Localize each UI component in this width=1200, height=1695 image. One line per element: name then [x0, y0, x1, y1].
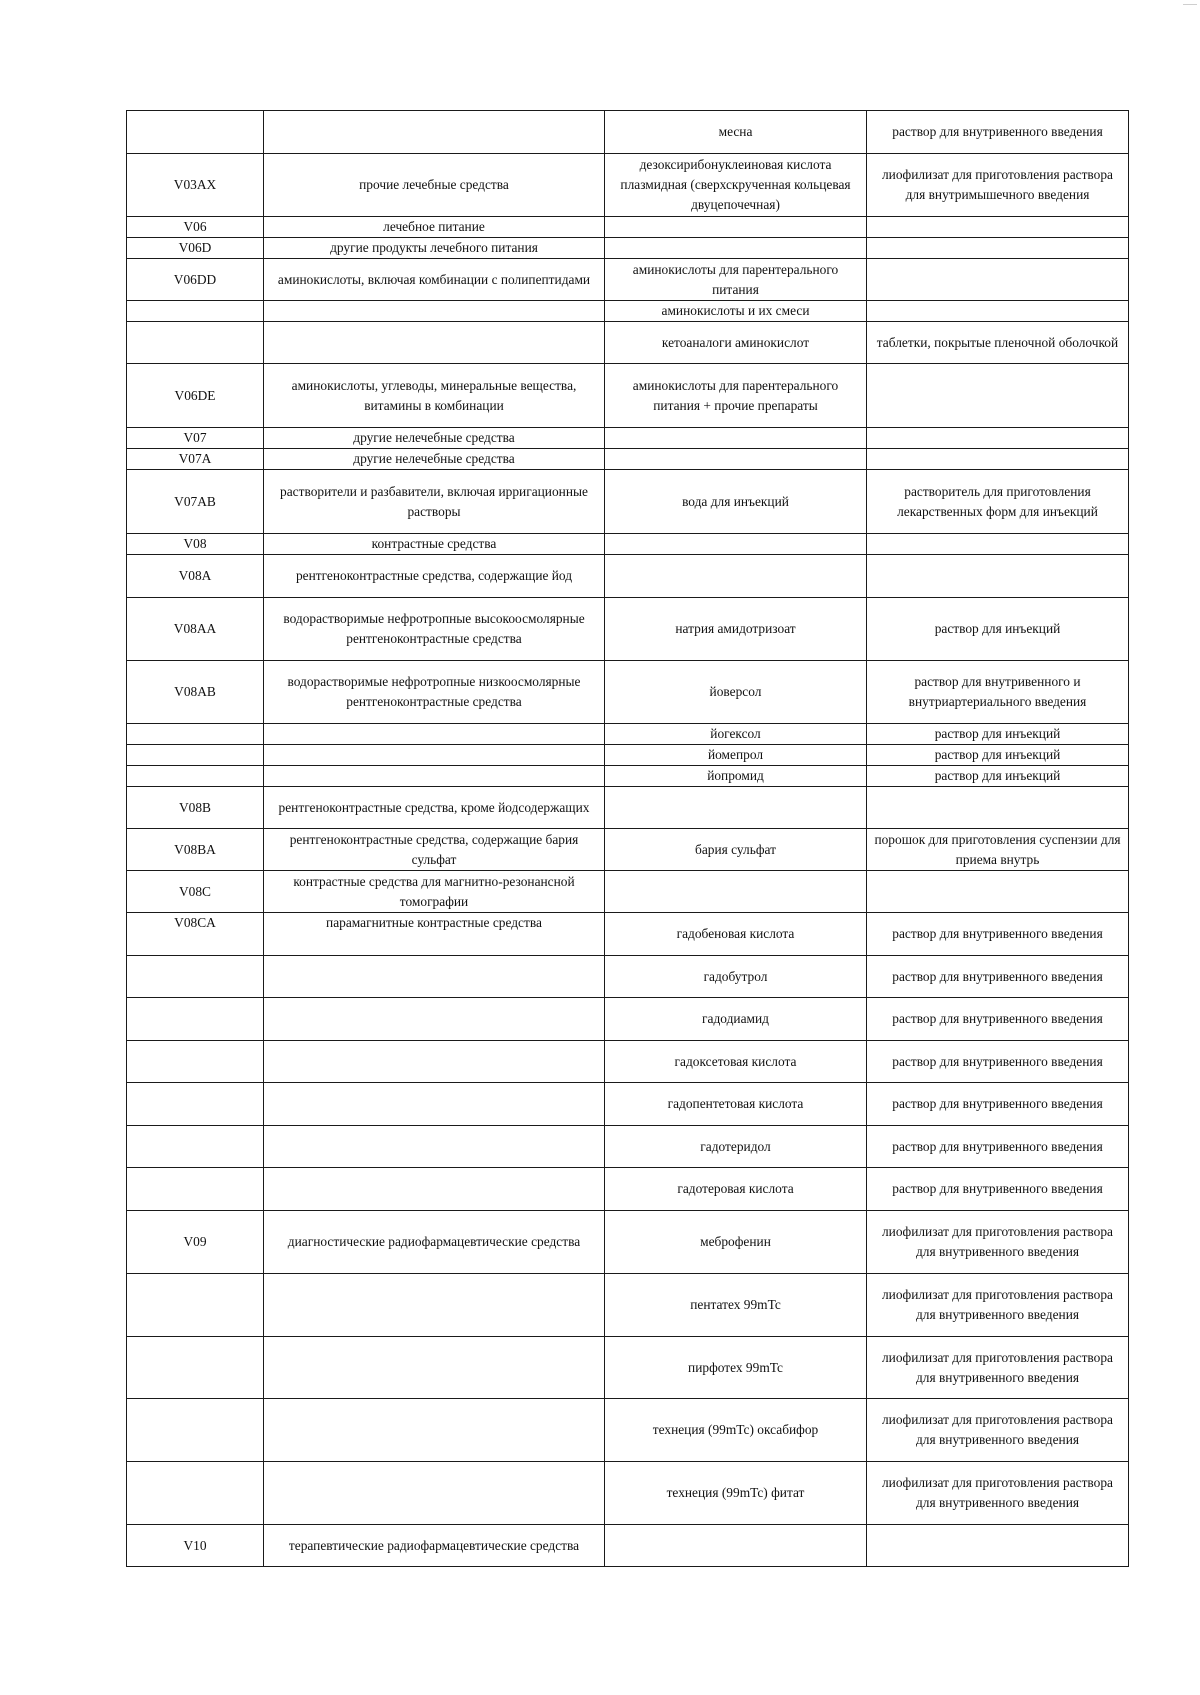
table-row — [127, 998, 1129, 1041]
drug-name-cell: аминокислоты и их смеси — [605, 301, 867, 322]
pharmacological-group-cell — [264, 1126, 605, 1168]
medication-table-body — [127, 111, 1129, 1567]
dosage-form-cell — [867, 555, 1129, 598]
medication-table — [126, 110, 1129, 1567]
table-row — [127, 1083, 1129, 1126]
atc-code-cell: V07 — [127, 428, 264, 449]
atc-code-cell — [127, 1041, 264, 1083]
table-row — [127, 871, 1129, 913]
atc-code-cell — [127, 1337, 264, 1399]
dosage-form-cell: раствор для внутривенного введения — [867, 1041, 1129, 1083]
table-row — [127, 1274, 1129, 1337]
drug-name-cell — [605, 449, 867, 470]
dosage-form-cell: лиофилизат для приготовления раствора для внутривенного введения — [867, 1211, 1129, 1274]
pharmacological-group-cell: контрастные средства — [264, 534, 605, 555]
atc-code-cell — [127, 301, 264, 322]
table-row — [127, 217, 1129, 238]
dosage-form-cell: лиофилизат для приготовления раствора для внутривенного введения — [867, 1399, 1129, 1462]
atc-code-cell — [127, 1274, 264, 1337]
drug-name-cell: йоверсол — [605, 661, 867, 724]
pharmacological-group-cell — [264, 1399, 605, 1462]
dosage-form-cell: раствор для внутривенного введения — [867, 998, 1129, 1041]
table-row — [127, 1168, 1129, 1211]
atc-code-cell: V09 — [127, 1211, 264, 1274]
dosage-form-cell — [867, 301, 1129, 322]
drug-name-cell: бария сульфат — [605, 829, 867, 871]
table-row — [127, 745, 1129, 766]
drug-name-cell: вода для инъекций — [605, 470, 867, 534]
atc-code-cell — [127, 1083, 264, 1126]
pharmacological-group-cell — [264, 724, 605, 745]
table-row — [127, 956, 1129, 998]
dosage-form-cell — [867, 534, 1129, 555]
table-row — [127, 913, 1129, 956]
atc-code-cell: V08C — [127, 871, 264, 913]
dosage-form-cell: раствор для инъекций — [867, 598, 1129, 661]
table-row — [127, 598, 1129, 661]
pharmacological-group-cell — [264, 301, 605, 322]
table-row — [127, 238, 1129, 259]
atc-code-cell — [127, 1399, 264, 1462]
drug-name-cell: технеция (99mTc) оксабифор — [605, 1399, 867, 1462]
atc-code-cell: V08B — [127, 787, 264, 829]
table-row — [127, 829, 1129, 871]
dosage-form-cell: порошок для приготовления суспензии для приема внутрь — [867, 829, 1129, 871]
dosage-form-cell: раствор для внутривенного введения — [867, 1168, 1129, 1211]
table-row — [127, 301, 1129, 322]
dosage-form-cell: раствор для внутривенного введения — [867, 956, 1129, 998]
table-row — [127, 1399, 1129, 1462]
dosage-form-cell: растворитель для приготовления лекарственных форм для инъекций — [867, 470, 1129, 534]
dosage-form-cell — [867, 787, 1129, 829]
drug-name-cell: кетоаналоги аминокислот — [605, 322, 867, 364]
dosage-form-cell — [867, 364, 1129, 428]
atc-code-cell — [127, 1126, 264, 1168]
atc-code-cell: V08AA — [127, 598, 264, 661]
atc-code-cell: V08AB — [127, 661, 264, 724]
table-row — [127, 787, 1129, 829]
table-row — [127, 724, 1129, 745]
atc-code-cell — [127, 724, 264, 745]
drug-name-cell: меброфенин — [605, 1211, 867, 1274]
table-row — [127, 1126, 1129, 1168]
table-row — [127, 1337, 1129, 1399]
atc-code-cell: V10 — [127, 1525, 264, 1567]
table-row — [127, 154, 1129, 217]
atc-code-cell: V06 — [127, 217, 264, 238]
pharmacological-group-cell: парамагнитные контрастные средства — [264, 913, 605, 956]
drug-name-cell — [605, 787, 867, 829]
drug-name-cell: дезоксирибонуклеиновая кислота плазмидная (сверхскрученная кольцевая двуцепочечная) — [605, 154, 867, 217]
dosage-form-cell — [867, 428, 1129, 449]
drug-name-cell: гадоксетовая кислота — [605, 1041, 867, 1083]
atc-code-cell — [127, 322, 264, 364]
drug-name-cell — [605, 238, 867, 259]
dosage-form-cell: лиофилизат для приготовления раствора для внутривенного введения — [867, 1337, 1129, 1399]
pharmacological-group-cell: прочие лечебные средства — [264, 154, 605, 217]
pharmacological-group-cell: контрастные средства для магнитно-резонансной томографии — [264, 871, 605, 913]
table-row — [127, 428, 1129, 449]
table-row — [127, 534, 1129, 555]
pharmacological-group-cell: растворители и разбавители, включая ирригационные растворы — [264, 470, 605, 534]
atc-code-cell: V08BA — [127, 829, 264, 871]
drug-name-cell: гадодиамид — [605, 998, 867, 1041]
drug-name-cell: натрия амидотризоат — [605, 598, 867, 661]
atc-code-cell — [127, 745, 264, 766]
drug-name-cell: йомепрол — [605, 745, 867, 766]
pharmacological-group-cell — [264, 956, 605, 998]
drug-name-cell: гадопентетовая кислота — [605, 1083, 867, 1126]
pharmacological-group-cell: аминокислоты, включая комбинации с полипептидами — [264, 259, 605, 301]
dosage-form-cell: лиофилизат для приготовления раствора для внутривенного введения — [867, 1462, 1129, 1525]
atc-code-cell — [127, 1462, 264, 1525]
pharmacological-group-cell: другие нелечебные средства — [264, 449, 605, 470]
pharmacological-group-cell: водорастворимые нефротропные высокоосмолярные рентгеноконтрастные средства — [264, 598, 605, 661]
pharmacological-group-cell — [264, 111, 605, 154]
drug-name-cell: аминокислоты для парентерального питания + прочие препараты — [605, 364, 867, 428]
pharmacological-group-cell — [264, 1337, 605, 1399]
atc-code-cell — [127, 1168, 264, 1211]
dosage-form-cell: лиофилизат для приготовления раствора для внутримышечного введения — [867, 154, 1129, 217]
drug-name-cell: йогексол — [605, 724, 867, 745]
scan-edge-mark — [1183, 4, 1197, 5]
table-row — [127, 766, 1129, 787]
dosage-form-cell: лиофилизат для приготовления раствора для внутривенного введения — [867, 1274, 1129, 1337]
dosage-form-cell: раствор для внутривенного и внутриартериального введения — [867, 661, 1129, 724]
pharmacological-group-cell: лечебное питание — [264, 217, 605, 238]
drug-name-cell — [605, 555, 867, 598]
drug-name-cell: гадобеновая кислота — [605, 913, 867, 956]
pharmacological-group-cell: рентгеноконтрастные средства, содержащие бария сульфат — [264, 829, 605, 871]
dosage-form-cell: раствор для внутривенного введения — [867, 1083, 1129, 1126]
pharmacological-group-cell — [264, 766, 605, 787]
pharmacological-group-cell: аминокислоты, углеводы, минеральные вещества, витамины в комбинации — [264, 364, 605, 428]
drug-name-cell: технеция (99mTc) фитат — [605, 1462, 867, 1525]
atc-code-cell: V08A — [127, 555, 264, 598]
table-row — [127, 111, 1129, 154]
pharmacological-group-cell: рентгеноконтрастные средства, содержащие йод — [264, 555, 605, 598]
atc-code-cell — [127, 111, 264, 154]
dosage-form-cell: раствор для внутривенного введения — [867, 913, 1129, 956]
dosage-form-cell — [867, 871, 1129, 913]
drug-name-cell: гадотеридол — [605, 1126, 867, 1168]
table-row — [127, 470, 1129, 534]
atc-code-cell: V06DD — [127, 259, 264, 301]
atc-code-cell: V08CA — [127, 913, 264, 956]
atc-code-cell: V06DE — [127, 364, 264, 428]
table-row — [127, 449, 1129, 470]
pharmacological-group-cell: другие нелечебные средства — [264, 428, 605, 449]
dosage-form-cell: раствор для инъекций — [867, 766, 1129, 787]
dosage-form-cell — [867, 1525, 1129, 1567]
drug-name-cell — [605, 428, 867, 449]
atc-code-cell: V06D — [127, 238, 264, 259]
pharmacological-group-cell — [264, 745, 605, 766]
dosage-form-cell: раствор для инъекций — [867, 745, 1129, 766]
table-row — [127, 1211, 1129, 1274]
atc-code-cell: V08 — [127, 534, 264, 555]
atc-code-cell — [127, 956, 264, 998]
pharmacological-group-cell: другие продукты лечебного питания — [264, 238, 605, 259]
pharmacological-group-cell — [264, 1274, 605, 1337]
pharmacological-group-cell — [264, 1462, 605, 1525]
dosage-form-cell — [867, 217, 1129, 238]
pharmacological-group-cell — [264, 1168, 605, 1211]
dosage-form-cell: раствор для внутривенного введения — [867, 1126, 1129, 1168]
pharmacological-group-cell — [264, 998, 605, 1041]
table-row — [127, 661, 1129, 724]
drug-name-cell — [605, 871, 867, 913]
pharmacological-group-cell: рентгеноконтрастные средства, кроме йодсодержащих — [264, 787, 605, 829]
dosage-form-cell — [867, 238, 1129, 259]
drug-name-cell: пирфотех 99mTc — [605, 1337, 867, 1399]
dosage-form-cell: раствор для внутривенного введения — [867, 111, 1129, 154]
table-row — [127, 1462, 1129, 1525]
atc-code-cell — [127, 998, 264, 1041]
drug-name-cell — [605, 534, 867, 555]
table-row — [127, 1525, 1129, 1567]
dosage-form-cell: таблетки, покрытые пленочной оболочкой — [867, 322, 1129, 364]
pharmacological-group-cell — [264, 1041, 605, 1083]
drug-name-cell — [605, 1525, 867, 1567]
table-row — [127, 555, 1129, 598]
pharmacological-group-cell: диагностические радиофармацевтические средства — [264, 1211, 605, 1274]
pharmacological-group-cell — [264, 322, 605, 364]
table-row — [127, 1041, 1129, 1083]
drug-name-cell: аминокислоты для парентерального питания — [605, 259, 867, 301]
drug-name-cell: месна — [605, 111, 867, 154]
drug-name-cell: йопромид — [605, 766, 867, 787]
atc-code-cell: V07A — [127, 449, 264, 470]
dosage-form-cell — [867, 259, 1129, 301]
pharmacological-group-cell: терапевтические радиофармацевтические средства — [264, 1525, 605, 1567]
drug-name-cell: гадобутрол — [605, 956, 867, 998]
table-row — [127, 322, 1129, 364]
atc-code-cell: V03AX — [127, 154, 264, 217]
atc-code-cell — [127, 766, 264, 787]
table-row — [127, 259, 1129, 301]
drug-name-cell — [605, 217, 867, 238]
dosage-form-cell: раствор для инъекций — [867, 724, 1129, 745]
dosage-form-cell — [867, 449, 1129, 470]
drug-name-cell: гадотеровая кислота — [605, 1168, 867, 1211]
atc-code-cell: V07AB — [127, 470, 264, 534]
pharmacological-group-cell — [264, 1083, 605, 1126]
drug-name-cell: пентатех 99mTc — [605, 1274, 867, 1337]
table-row — [127, 364, 1129, 428]
pharmacological-group-cell: водорастворимые нефротропные низкоосмолярные рентгеноконтрастные средства — [264, 661, 605, 724]
